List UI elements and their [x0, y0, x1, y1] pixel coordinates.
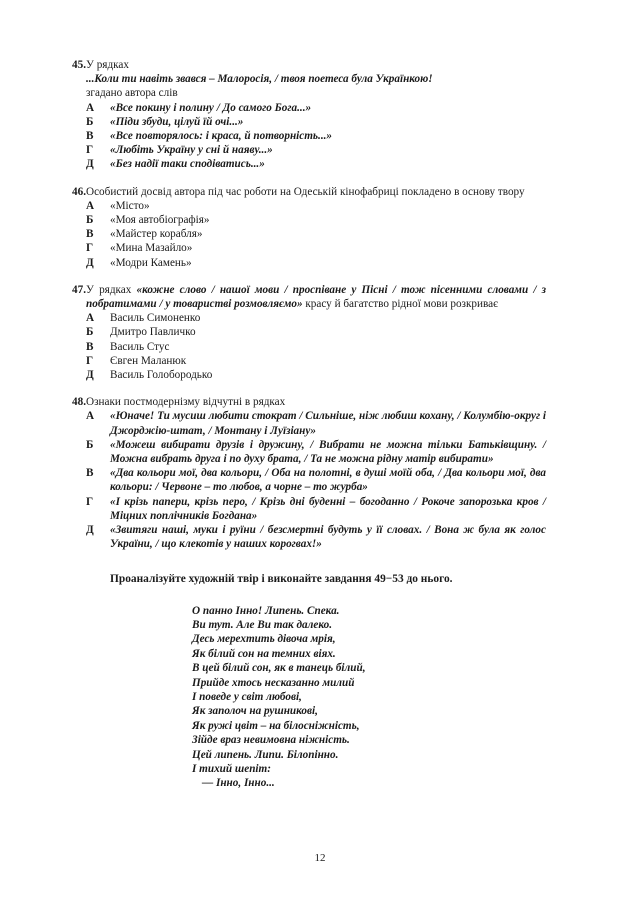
option-letter: Д [86, 369, 94, 382]
poem-line: Прийде хтось несказанно милий [192, 676, 355, 689]
poem-line: І поведе у світ любові, [192, 690, 302, 703]
question-stem-quote: ...Коли ти навіть звався – Малоросія, / твоя поетеса була Українкою! [86, 73, 433, 86]
poem-line: Як білий сон на темних віях. [192, 647, 336, 660]
question-46 [66, 185, 546, 270]
option-letter: А [86, 199, 95, 212]
question-stem-tail: красу й багатство рідної мови розкриває [302, 298, 498, 311]
option-b[interactable] [86, 438, 546, 466]
option-b[interactable] [86, 325, 546, 339]
page-content [66, 58, 546, 791]
option-text: Дмитро Павличко [110, 326, 196, 339]
option-letter: В [86, 228, 94, 241]
poem-line: Десь мерехтить дівоча мрія, [192, 633, 336, 646]
poem-line: Як заполоч на рушникові, [192, 705, 318, 718]
option-letter: Г [86, 495, 94, 508]
option-letter: Д [86, 256, 94, 269]
poem-line: О панно Інно! Липень. Спека. [192, 604, 340, 617]
option-letter: В [86, 340, 94, 353]
option-text: «Без надії таки сподіватись...» [110, 158, 265, 171]
option-letter: Б [86, 438, 94, 451]
question-stem-quote: «кожне слово / нашої мови / проспіване у Пісні / тож пісенними словами / з побратимами / у товаристві розмовляємо» [86, 283, 546, 311]
question-48 [66, 395, 546, 551]
poem-line: Зійде враз невимовна ніжність. [192, 734, 350, 747]
option-text: «Моя автобіографія» [110, 214, 210, 227]
option-text: Василь Стус [110, 340, 170, 353]
question-body [86, 185, 546, 270]
option-text: «Місто» [110, 199, 150, 212]
option-text: «Юначе! Ти мусиш любити стократ / Сильніше, ніж любиш кохану, / Колумбію-округ і Джорджію-штат, / Монтану і Луїзіану» [110, 410, 546, 437]
option-letter: В [86, 130, 94, 143]
question-body [86, 395, 546, 551]
option-v[interactable] [86, 227, 546, 241]
answer-options [86, 199, 546, 270]
option-text: Василь Голобородько [110, 369, 213, 382]
option-letter: Б [86, 326, 94, 339]
answer-options [86, 409, 546, 551]
option-letter: А [86, 312, 95, 325]
option-text: «Мина Мазайло» [110, 242, 193, 255]
option-text: «Можеш вибирати друзів і дружину, / Вибрати не можна тільки Батьківщину. / Можна вибрать друга і по духу брата, / Та не можна рідну матір вибирати» [110, 438, 546, 466]
answer-options [86, 101, 546, 172]
option-h[interactable] [86, 143, 546, 157]
question-stem-tail: згадано автора слів [86, 87, 178, 100]
poem-line: — Інно, Інно... [202, 777, 275, 790]
option-v[interactable] [86, 129, 546, 143]
poem-line: І тихий шепіт: [192, 762, 271, 775]
poem-text [192, 604, 546, 791]
option-letter: Б [86, 214, 94, 227]
question-stem: Ознаки постмодернізму відчутні в рядках [86, 396, 286, 409]
poem-line: Ви тут. Але Ви так далеко. [192, 618, 332, 631]
option-a[interactable] [86, 101, 546, 115]
option-b[interactable] [86, 213, 546, 227]
question-45 [66, 58, 546, 172]
question-stem-lead: У рядках [86, 59, 129, 71]
option-v[interactable] [86, 340, 546, 354]
question-47 [66, 283, 546, 382]
question-number: 45. [72, 59, 86, 71]
option-a[interactable] [86, 409, 546, 437]
option-a[interactable] [86, 311, 546, 325]
option-text: «Майстер корабля» [110, 228, 203, 241]
option-h[interactable] [86, 241, 546, 255]
option-letter: А [86, 101, 95, 114]
poem-line: Як ружі цвіт – на білосніжність, [192, 719, 360, 732]
option-text: «Все повторялось: і краса, й потворність...» [110, 130, 333, 143]
option-d[interactable] [86, 523, 546, 551]
option-text: «Два кольори мої, два кольори, / Оба на полотні, в душі моїй оба, / Два кольори мої, два кольори: / Червоне – то любов, а чорне – то журба» [110, 467, 546, 494]
option-letter: Г [86, 354, 94, 367]
option-text: Євген Маланюк [110, 354, 187, 367]
option-letter: А [86, 410, 95, 423]
option-text: «Піди збуди, цілуй їй очі...» [110, 115, 244, 128]
question-stem [86, 283, 546, 311]
question-stem: Особистий досвід автора під час роботи на Одеській кінофабриці покладено в основу твору [86, 185, 525, 198]
question-stem-lead: У рядках [86, 283, 137, 296]
question-number: 47. [72, 283, 86, 296]
option-text: Василь Симоненко [110, 312, 201, 325]
option-d[interactable] [86, 256, 546, 270]
poem-line: Цей липень. Липи. Білопінно. [192, 748, 339, 761]
option-text: «Звитяги наші, муки і руїни / безсмертні будуть у її словах. / Вона ж була як голос України, / що клекотів у наших корогвах!» [110, 524, 546, 551]
option-text: «Модри Камень» [110, 256, 192, 269]
option-d[interactable] [86, 157, 546, 171]
question-number: 46. [72, 185, 86, 198]
option-letter: Г [86, 144, 94, 157]
option-letter: В [86, 467, 94, 480]
option-letter: Г [86, 242, 94, 255]
option-text: «І крізь папери, крізь перо, / Крізь дні буденні – богоданно / Рокоче запорозька кров / Міцних поплічників Богдана» [110, 495, 546, 522]
reading-instruction: Проаналізуйте художній твір і виконайте завдання 49−53 до нього. [110, 572, 453, 585]
answer-options [86, 311, 546, 382]
option-text: «Все покину і полину / До самого Бога...» [110, 101, 312, 114]
option-d[interactable] [86, 368, 546, 382]
option-b[interactable] [86, 115, 546, 129]
option-h[interactable] [86, 495, 546, 523]
page-number: 12 [314, 852, 326, 864]
option-letter: Д [86, 158, 94, 171]
option-letter: Б [86, 115, 94, 128]
option-letter: Д [86, 524, 94, 537]
question-body [86, 58, 546, 172]
option-a[interactable] [86, 199, 546, 213]
option-v[interactable] [86, 466, 546, 494]
option-h[interactable] [86, 354, 546, 368]
question-number: 48. [72, 396, 86, 409]
option-text: «Любіть Україну у сні й наяву...» [110, 144, 273, 157]
poem-line: В цей білий сон, як в танець білий, [192, 662, 366, 675]
question-body [86, 283, 546, 382]
